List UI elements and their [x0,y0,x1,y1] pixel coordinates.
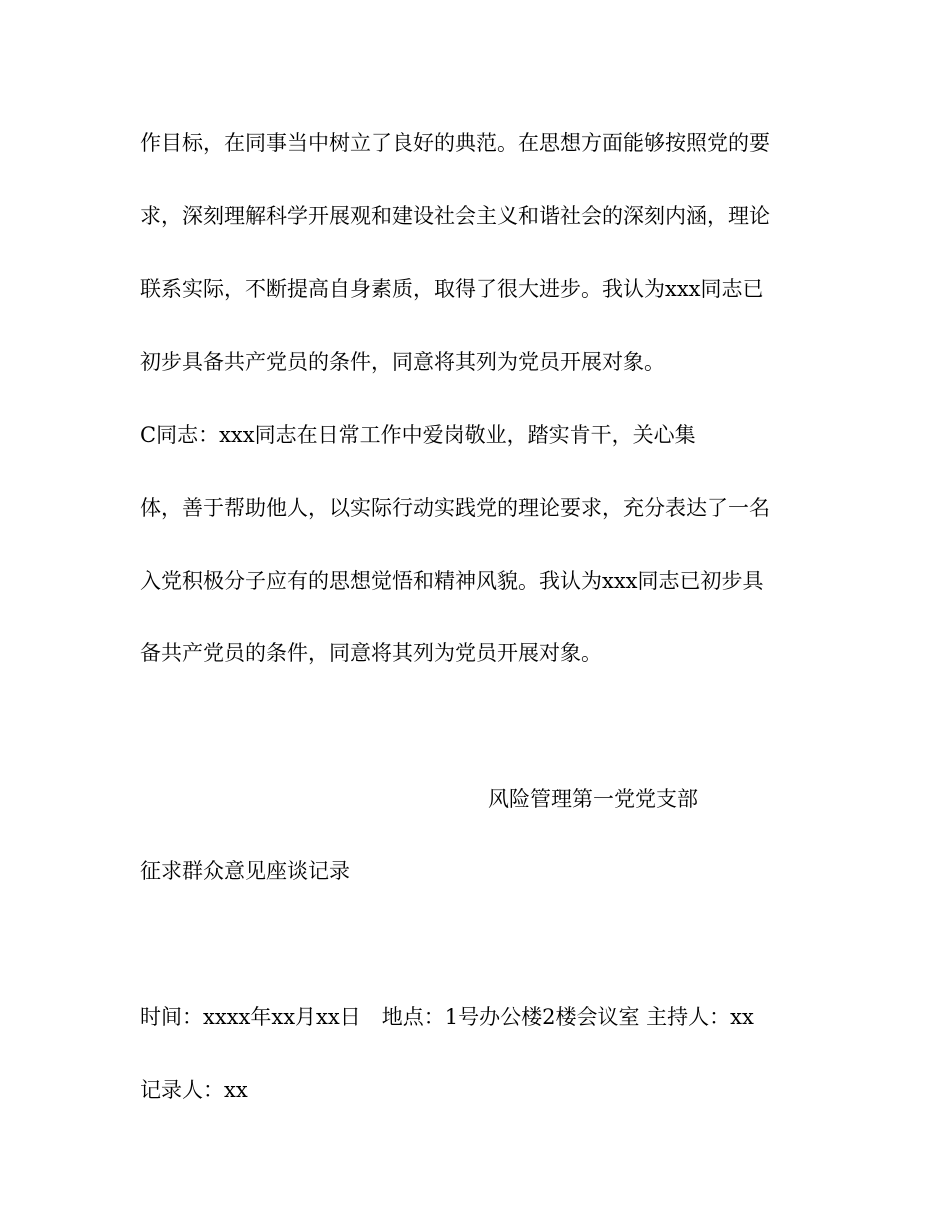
paragraph-a-line-4: 初步具备共产党员的条件，同意将其列为党员开展对象。 [140,350,665,374]
paragraph-a-line-1: 作目标，在同事当中树立了良好的典范。在思想方面能够按照党的要 [140,131,770,155]
paragraph-c-line-1: C同志：xxx同志在日常工作中爱岗敬业，踏实肯干，关心集 [140,423,696,447]
signature-party-branch: 风险管理第一党党支部 [488,787,698,811]
recorder-line: 记录人：xx [140,1078,248,1102]
section-title: 征求群众意见座谈记录 [140,859,350,883]
paragraph-c-line-3: 入党积极分子应有的思想觉悟和精神风貌。我认为xxx同志已初步具 [140,569,764,593]
paragraph-c-line-2: 体，善于帮助他人，以实际行动实践党的理论要求，充分表达了一名 [140,496,770,520]
paragraph-a-line-3: 联系实际，不断提高自身素质，取得了很大进步。我认为xxx同志已 [140,277,764,301]
paragraph-c-line-4: 备共产党员的条件，同意将其列为党员开展对象。 [140,641,602,665]
paragraph-a-line-2: 求，深刻理解科学开展观和建设社会主义和谐社会的深刻内涵，理论 [140,204,770,228]
meeting-info-line: 时间：xxxx年xx月xx日 地点：1号办公楼2楼会议室 主持人：xx [140,1005,754,1029]
